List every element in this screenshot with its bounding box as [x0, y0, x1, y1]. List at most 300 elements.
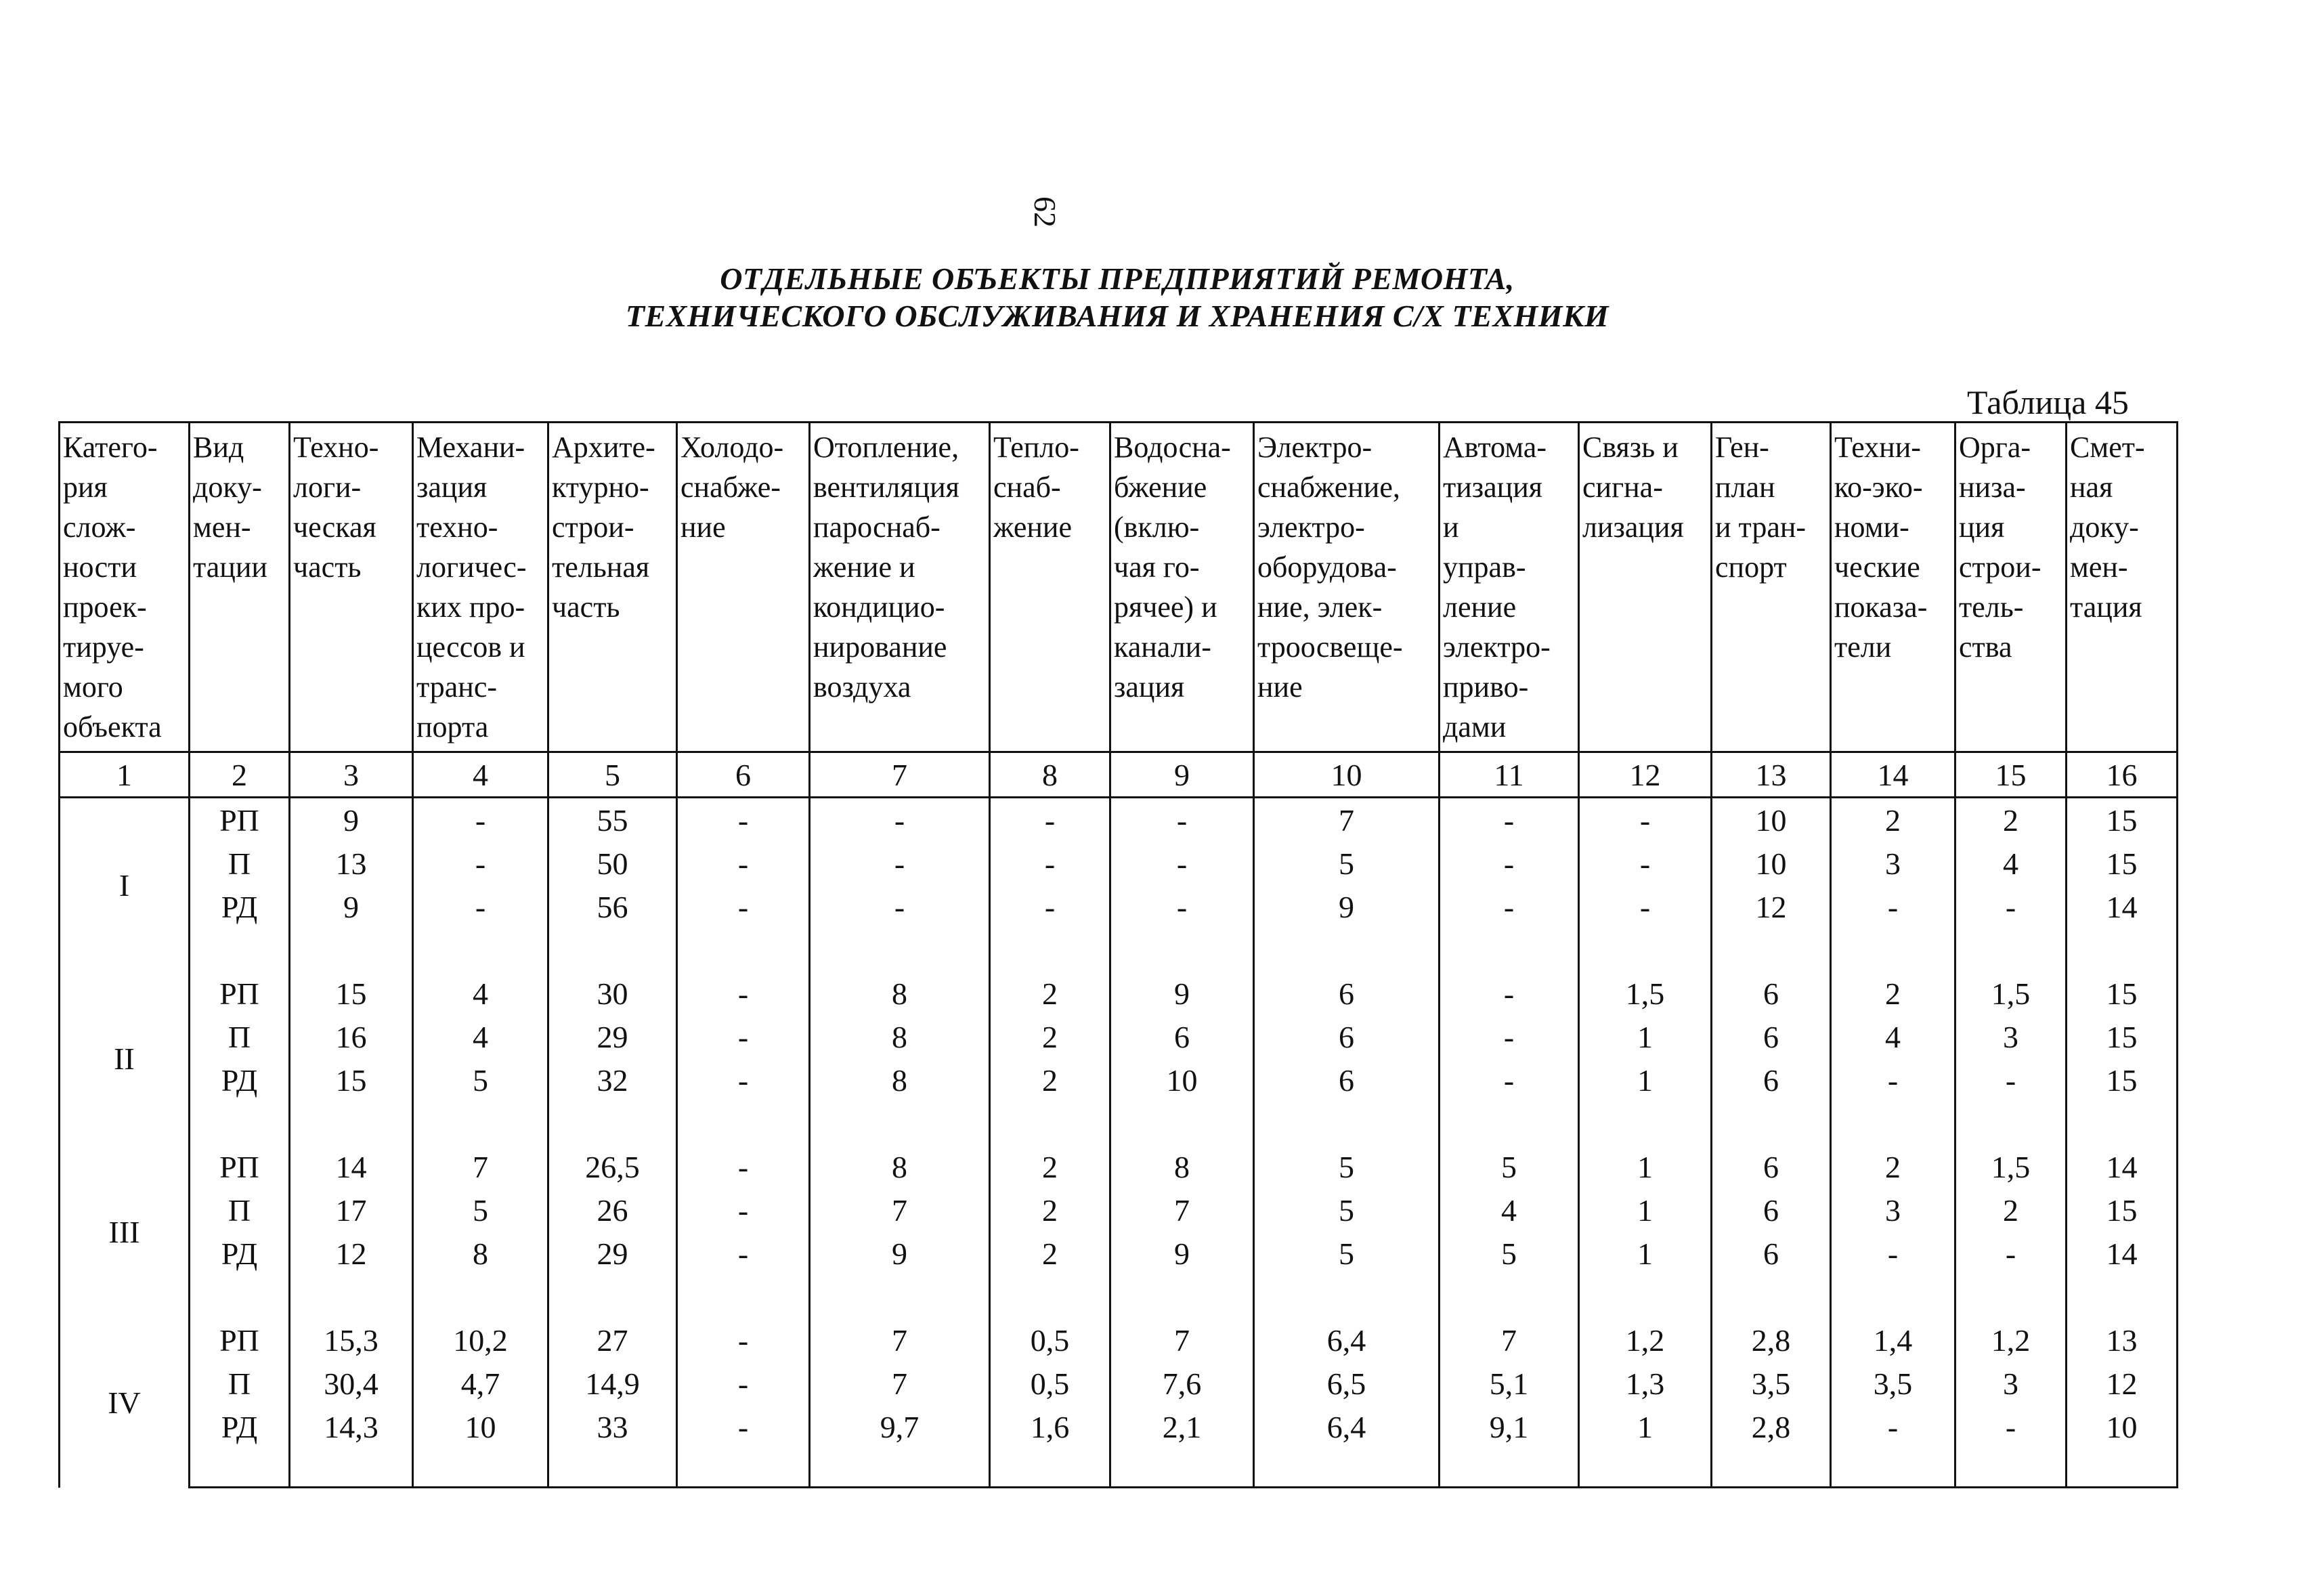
table-cell: 8	[810, 1145, 990, 1188]
column-header: Отопление, вентиляция пароснаб- жение и кондицио- нирование воздуха	[810, 423, 990, 752]
table-cell: -	[810, 842, 990, 885]
table-cell: 29	[548, 1232, 677, 1275]
table-cell: 14	[290, 1145, 413, 1188]
table-cell: 12	[1712, 885, 1831, 928]
spacer-cell	[1955, 1275, 2067, 1318]
table-cell: 16	[290, 1015, 413, 1058]
spacer-cell	[1440, 1448, 1579, 1488]
spacer-cell	[677, 928, 810, 972]
table-cell: 27	[548, 1318, 677, 1362]
table-cell: 9	[1110, 1232, 1254, 1275]
table-cell: 1	[1579, 1232, 1712, 1275]
table-cell: 1,2	[1955, 1318, 2067, 1362]
table-cell: 2,8	[1712, 1405, 1831, 1448]
document-title-line-1: ОТДЕЛЬНЫЕ ОБЪЕКТЫ ПРЕДПРИЯТИЙ РЕМОНТА,	[720, 261, 1515, 296]
table-cell: -	[1955, 885, 2067, 928]
column-number: 12	[1579, 752, 1712, 798]
table-cell: 15	[2067, 972, 2178, 1015]
spacer-cell	[290, 1448, 413, 1488]
spacer-cell	[1712, 1275, 1831, 1318]
table-cell: РП	[190, 1318, 290, 1362]
spacer-cell	[1579, 1275, 1712, 1318]
table-cell: 5	[1254, 1188, 1440, 1232]
table-cell: РП	[190, 972, 290, 1015]
spacer-cell	[1440, 1102, 1579, 1145]
table-cell: РД	[190, 1058, 290, 1102]
table-cell: 9	[1254, 885, 1440, 928]
table-row	[60, 885, 2178, 928]
spacer-cell	[1254, 1275, 1440, 1318]
table-cell: 7	[810, 1362, 990, 1405]
table-cell: 9	[1110, 972, 1254, 1015]
spacer-cell	[1955, 1102, 2067, 1145]
table-cell: 56	[548, 885, 677, 928]
table-cell: 3	[1955, 1015, 2067, 1058]
spacer-cell	[1831, 1275, 1955, 1318]
table-cell: 6	[1254, 1058, 1440, 1102]
table-cell: 10	[413, 1405, 548, 1448]
table-cell: -	[1955, 1405, 2067, 1448]
table-cell: -	[1110, 842, 1254, 885]
table-row	[60, 1362, 2178, 1405]
spacer-cell	[2067, 928, 2178, 972]
table-cell: -	[1831, 1058, 1955, 1102]
table-cell: 15	[290, 972, 413, 1015]
table-cell: -	[677, 1058, 810, 1102]
table-cell: 6	[1254, 972, 1440, 1015]
table-cell: 2	[990, 1188, 1110, 1232]
document-title-line-2: ТЕХНИЧЕСКОГО ОБСЛУЖИВАНИЯ И ХРАНЕНИЯ С/Х ТЕХНИКИ	[625, 299, 1609, 333]
table-cell: 6	[1712, 1058, 1831, 1102]
column-number: 15	[1955, 752, 2067, 798]
table-cell: 7	[413, 1145, 548, 1188]
table-cell: 50	[548, 842, 677, 885]
table-cell: -	[1579, 798, 1712, 842]
table-cell: 8	[810, 1015, 990, 1058]
column-header: Связь и сигна- лизация	[1579, 423, 1712, 752]
table-cell: -	[1955, 1058, 2067, 1102]
column-header: Техно- логи- ческая часть	[290, 423, 413, 752]
table-cell: 7	[1254, 798, 1440, 842]
table-cell: 6	[1712, 1015, 1831, 1058]
table-cell: П	[190, 1015, 290, 1058]
spacer-row	[60, 1102, 2178, 1145]
column-header: Архите- ктурно- строи- тельная часть	[548, 423, 677, 752]
table-cell: 15	[290, 1058, 413, 1102]
table-cell: 2	[990, 1232, 1110, 1275]
table-cell: 7	[1110, 1318, 1254, 1362]
table-cell: 33	[548, 1405, 677, 1448]
table-cell: 15	[2067, 842, 2178, 885]
table-cell: 5	[1440, 1232, 1579, 1275]
table-cell: -	[677, 972, 810, 1015]
table-cell: -	[677, 798, 810, 842]
table-cell: -	[677, 1188, 810, 1232]
table-row	[60, 1145, 2178, 1188]
column-number: 16	[2067, 752, 2178, 798]
table-cell: -	[1831, 1405, 1955, 1448]
table-cell: 55	[548, 798, 677, 842]
spacer-cell	[1110, 1275, 1254, 1318]
spacer-cell	[1579, 928, 1712, 972]
column-header: Водосна- бжение (вклю- чая го- рячее) и канали- зация	[1110, 423, 1254, 752]
table-cell: 2	[990, 1015, 1110, 1058]
table-cell: 9,7	[810, 1405, 990, 1448]
table-cell: 4	[1955, 842, 2067, 885]
table-cell: 12	[2067, 1362, 2178, 1405]
spacer-cell	[1955, 1448, 2067, 1488]
table-cell: 4	[1440, 1188, 1579, 1232]
table-cell: 5	[413, 1058, 548, 1102]
table-cell: -	[1440, 885, 1579, 928]
column-header: Техни- ко-эко- номи- ческие показа- тели	[1831, 423, 1955, 752]
table-cell: 1,3	[1579, 1362, 1712, 1405]
table-cell: -	[1110, 885, 1254, 928]
table-cell: 6,5	[1254, 1362, 1440, 1405]
spacer-cell	[413, 1102, 548, 1145]
column-number: 6	[677, 752, 810, 798]
table-cell: 17	[290, 1188, 413, 1232]
table-cell: 30	[548, 972, 677, 1015]
table-cell: 10	[1712, 798, 1831, 842]
table-cell: 9,1	[1440, 1405, 1579, 1448]
table-cell: 5	[1254, 1145, 1440, 1188]
table-cell: -	[1440, 1058, 1579, 1102]
table-cell: 6	[1712, 972, 1831, 1015]
table-cell: -	[990, 842, 1110, 885]
table-cell: РД	[190, 1405, 290, 1448]
table-cell: 2	[990, 1145, 1110, 1188]
table-cell: 10	[2067, 1405, 2178, 1448]
table-cell: 2	[990, 972, 1110, 1015]
page-number: 62	[1028, 196, 1062, 228]
table-cell: 26	[548, 1188, 677, 1232]
table-cell: 6	[1254, 1015, 1440, 1058]
column-number: 13	[1712, 752, 1831, 798]
spacer-cell	[677, 1448, 810, 1488]
column-number: 11	[1440, 752, 1579, 798]
table-cell: 0,5	[990, 1362, 1110, 1405]
table-cell: -	[990, 798, 1110, 842]
table-cell: -	[810, 798, 990, 842]
table-cell: 12	[290, 1232, 413, 1275]
table-cell: 7	[810, 1188, 990, 1232]
table-cell: 1,5	[1955, 1145, 2067, 1188]
table-cell: -	[1440, 972, 1579, 1015]
table-cell: -	[413, 798, 548, 842]
spacer-cell	[990, 1275, 1110, 1318]
table-cell: 3	[1831, 1188, 1955, 1232]
spacer-cell	[990, 1102, 1110, 1145]
table-cell: 0,5	[990, 1318, 1110, 1362]
column-number: 4	[413, 752, 548, 798]
spacer-cell	[548, 1448, 677, 1488]
table-cell: 2	[1831, 972, 1955, 1015]
category-cell: II	[60, 972, 190, 1145]
column-number: 2	[190, 752, 290, 798]
table-cell: 7	[810, 1318, 990, 1362]
column-header: Ген- план и тран- спорт	[1712, 423, 1831, 752]
table-cell: -	[1440, 798, 1579, 842]
spacer-cell	[2067, 1448, 2178, 1488]
spacer-cell	[1579, 1102, 1712, 1145]
table-cell: 1	[1579, 1405, 1712, 1448]
column-header: Механи- зация техно- логичес- ких про- цессов и транс- порта	[413, 423, 548, 752]
table-cell: 2,8	[1712, 1318, 1831, 1362]
table-cell: -	[1831, 1232, 1955, 1275]
table-cell: 6	[1712, 1232, 1831, 1275]
table-cell: 8	[810, 1058, 990, 1102]
table-cell: 15	[2067, 1188, 2178, 1232]
table-row	[60, 1232, 2178, 1275]
table-cell: 14,3	[290, 1405, 413, 1448]
table-cell: 29	[548, 1015, 677, 1058]
table-cell: 1	[1579, 1188, 1712, 1232]
spacer-cell	[548, 1102, 677, 1145]
spacer-cell	[1110, 1102, 1254, 1145]
spacer-cell	[810, 1448, 990, 1488]
table-cell: 6	[1110, 1015, 1254, 1058]
table-cell: 14,9	[548, 1362, 677, 1405]
table-cell: -	[810, 885, 990, 928]
column-number: 9	[1110, 752, 1254, 798]
table-cell: 3	[1955, 1362, 2067, 1405]
table-cell: 4	[413, 972, 548, 1015]
table-cell: 7	[1440, 1318, 1579, 1362]
column-header: Холодо- снабже- ние	[677, 423, 810, 752]
table-cell: 30,4	[290, 1362, 413, 1405]
table-cell: 8	[810, 972, 990, 1015]
table-cell: -	[1110, 798, 1254, 842]
table-cell: 9	[290, 885, 413, 928]
table-row	[60, 1015, 2178, 1058]
table-row	[60, 1405, 2178, 1448]
table-cell: П	[190, 1188, 290, 1232]
table-cell: 2	[1955, 1188, 2067, 1232]
table-cell: -	[677, 1405, 810, 1448]
table-cell: 7	[1110, 1188, 1254, 1232]
spacer-cell	[677, 1102, 810, 1145]
table-cell: П	[190, 842, 290, 885]
table-cell: 6	[1712, 1188, 1831, 1232]
spacer-cell	[290, 1275, 413, 1318]
column-header: Смет- ная доку- мен- тация	[2067, 423, 2178, 752]
table-cell: 3	[1831, 842, 1955, 885]
spacer-cell	[548, 1275, 677, 1318]
column-number: 10	[1254, 752, 1440, 798]
spacer-cell	[2067, 1275, 2178, 1318]
table-cell: 2,1	[1110, 1405, 1254, 1448]
table-cell: 1	[1579, 1015, 1712, 1058]
column-header: Тепло- снаб- жение	[990, 423, 1110, 752]
spacer-row	[60, 928, 2178, 972]
table-cell: 7,6	[1110, 1362, 1254, 1405]
table-cell: 8	[413, 1232, 548, 1275]
spacer-cell	[290, 1102, 413, 1145]
column-number: 8	[990, 752, 1110, 798]
header-row	[60, 423, 2178, 752]
table-cell: -	[413, 842, 548, 885]
table-cell: 9	[290, 798, 413, 842]
table-cell: РП	[190, 1145, 290, 1188]
table-cell: 14	[2067, 1145, 2178, 1188]
spacer-cell	[1254, 1102, 1440, 1145]
spacer-cell	[810, 928, 990, 972]
table-cell: 13	[2067, 1318, 2178, 1362]
table-cell: 6,4	[1254, 1318, 1440, 1362]
column-number: 3	[290, 752, 413, 798]
spacer-cell	[190, 1275, 290, 1318]
table-cell: 10	[1110, 1058, 1254, 1102]
column-header: Вид доку- мен- тации	[190, 423, 290, 752]
table-cell: -	[677, 1145, 810, 1188]
table-cell: 6,4	[1254, 1405, 1440, 1448]
table-cell: 15	[2067, 1015, 2178, 1058]
spacer-cell	[1440, 928, 1579, 972]
data-table	[58, 421, 2178, 1488]
table-cell: 5	[413, 1188, 548, 1232]
spacer-cell	[677, 1275, 810, 1318]
table-cell: 1,5	[1955, 972, 2067, 1015]
spacer-cell	[1579, 1448, 1712, 1488]
table-cell: РП	[190, 798, 290, 842]
spacer-cell	[413, 1275, 548, 1318]
spacer-cell	[1831, 1102, 1955, 1145]
table-cell: 4	[1831, 1015, 1955, 1058]
column-header: Автома- тизация и управ- ление электро- приво- дами	[1440, 423, 1579, 752]
table-cell: -	[1831, 885, 1955, 928]
table-cell: -	[1579, 842, 1712, 885]
category-cell: I	[60, 798, 190, 972]
table-cell: 2	[1831, 1145, 1955, 1188]
table-cell: 6	[1712, 1145, 1831, 1188]
table-cell: 32	[548, 1058, 677, 1102]
table-cell: -	[1955, 1232, 2067, 1275]
table-cell: 26,5	[548, 1145, 677, 1188]
spacer-cell	[1712, 928, 1831, 972]
spacer-cell	[1955, 928, 2067, 972]
spacer-row	[60, 1275, 2178, 1318]
table-cell: -	[413, 885, 548, 928]
spacer-cell	[810, 1102, 990, 1145]
spacer-cell	[190, 928, 290, 972]
table-cell: РД	[190, 885, 290, 928]
column-header: Орга- низа- ция строи- тель- ства	[1955, 423, 2067, 752]
spacer-cell	[1712, 1102, 1831, 1145]
table-cell: 13	[290, 842, 413, 885]
spacer-cell	[1254, 1448, 1440, 1488]
table-cell: П	[190, 1362, 290, 1405]
table-cell: -	[677, 1232, 810, 1275]
spacer-cell	[413, 1448, 548, 1488]
table-row	[60, 798, 2178, 842]
table-cell: 2	[1831, 798, 1955, 842]
table-label: Таблица 45	[1967, 383, 2129, 421]
table-row	[60, 1188, 2178, 1232]
column-number: 14	[1831, 752, 1955, 798]
table-cell: 1	[1579, 1145, 1712, 1188]
table-cell: 1,6	[990, 1405, 1110, 1448]
table-cell: 14	[2067, 1232, 2178, 1275]
table-cell: 3,5	[1712, 1362, 1831, 1405]
table-cell: 10	[1712, 842, 1831, 885]
spacer-cell	[1110, 928, 1254, 972]
table-cell: -	[677, 842, 810, 885]
spacer-cell	[290, 928, 413, 972]
spacer-cell	[1110, 1448, 1254, 1488]
table-cell: 1,5	[1579, 972, 1712, 1015]
spacer-cell	[2067, 1102, 2178, 1145]
spacer-cell	[1254, 928, 1440, 972]
spacer-cell	[1712, 1448, 1831, 1488]
spacer-cell	[190, 1102, 290, 1145]
column-number: 7	[810, 752, 990, 798]
table-cell: -	[677, 1318, 810, 1362]
table-cell: 5	[1254, 1232, 1440, 1275]
table-cell: 5,1	[1440, 1362, 1579, 1405]
spacer-cell	[1831, 1448, 1955, 1488]
column-number: 1	[60, 752, 190, 798]
table-cell: 5	[1440, 1145, 1579, 1188]
table-cell: РД	[190, 1232, 290, 1275]
spacer-cell	[190, 1448, 290, 1488]
table-cell: 5	[1254, 842, 1440, 885]
column-header: Электро- снабжение, электро- оборудова- ние, элек- троосвеще- ние	[1254, 423, 1440, 752]
table-cell: -	[1579, 885, 1712, 928]
spacer-cell	[990, 928, 1110, 972]
table-row	[60, 842, 2178, 885]
spacer-row	[60, 1448, 2178, 1488]
spacer-cell	[1440, 1275, 1579, 1318]
table-cell: 4	[413, 1015, 548, 1058]
table-cell: -	[1440, 842, 1579, 885]
category-cell: IV	[60, 1318, 190, 1488]
table-row	[60, 972, 2178, 1015]
column-number: 5	[548, 752, 677, 798]
spacer-cell	[413, 928, 548, 972]
table-cell: -	[677, 1015, 810, 1058]
table-cell: 9	[810, 1232, 990, 1275]
spacer-cell	[990, 1448, 1110, 1488]
table-cell: -	[677, 885, 810, 928]
column-header: Катего- рия слож- ности проек- тируе- мого объекта	[60, 423, 190, 752]
table-cell: 8	[1110, 1145, 1254, 1188]
table-cell: -	[1440, 1015, 1579, 1058]
spacer-cell	[548, 928, 677, 972]
table-body	[60, 798, 2178, 1488]
table-cell: 4,7	[413, 1362, 548, 1405]
spacer-cell	[810, 1275, 990, 1318]
table-cell: 10,2	[413, 1318, 548, 1362]
column-number-row	[60, 752, 2178, 798]
table-cell: 1,2	[1579, 1318, 1712, 1362]
table-cell: 1	[1579, 1058, 1712, 1102]
spacer-cell	[1831, 928, 1955, 972]
table-cell: 2	[990, 1058, 1110, 1102]
table-row	[60, 1058, 2178, 1102]
table-cell: 14	[2067, 885, 2178, 928]
table-cell: -	[990, 885, 1110, 928]
table-cell: 3,5	[1831, 1362, 1955, 1405]
table-cell: 15	[2067, 798, 2178, 842]
table-cell: 15	[2067, 1058, 2178, 1102]
table-cell: 2	[1955, 798, 2067, 842]
table-cell: 15,3	[290, 1318, 413, 1362]
table-row	[60, 1318, 2178, 1362]
table-cell: 1,4	[1831, 1318, 1955, 1362]
category-cell: III	[60, 1145, 190, 1318]
table-cell: -	[677, 1362, 810, 1405]
